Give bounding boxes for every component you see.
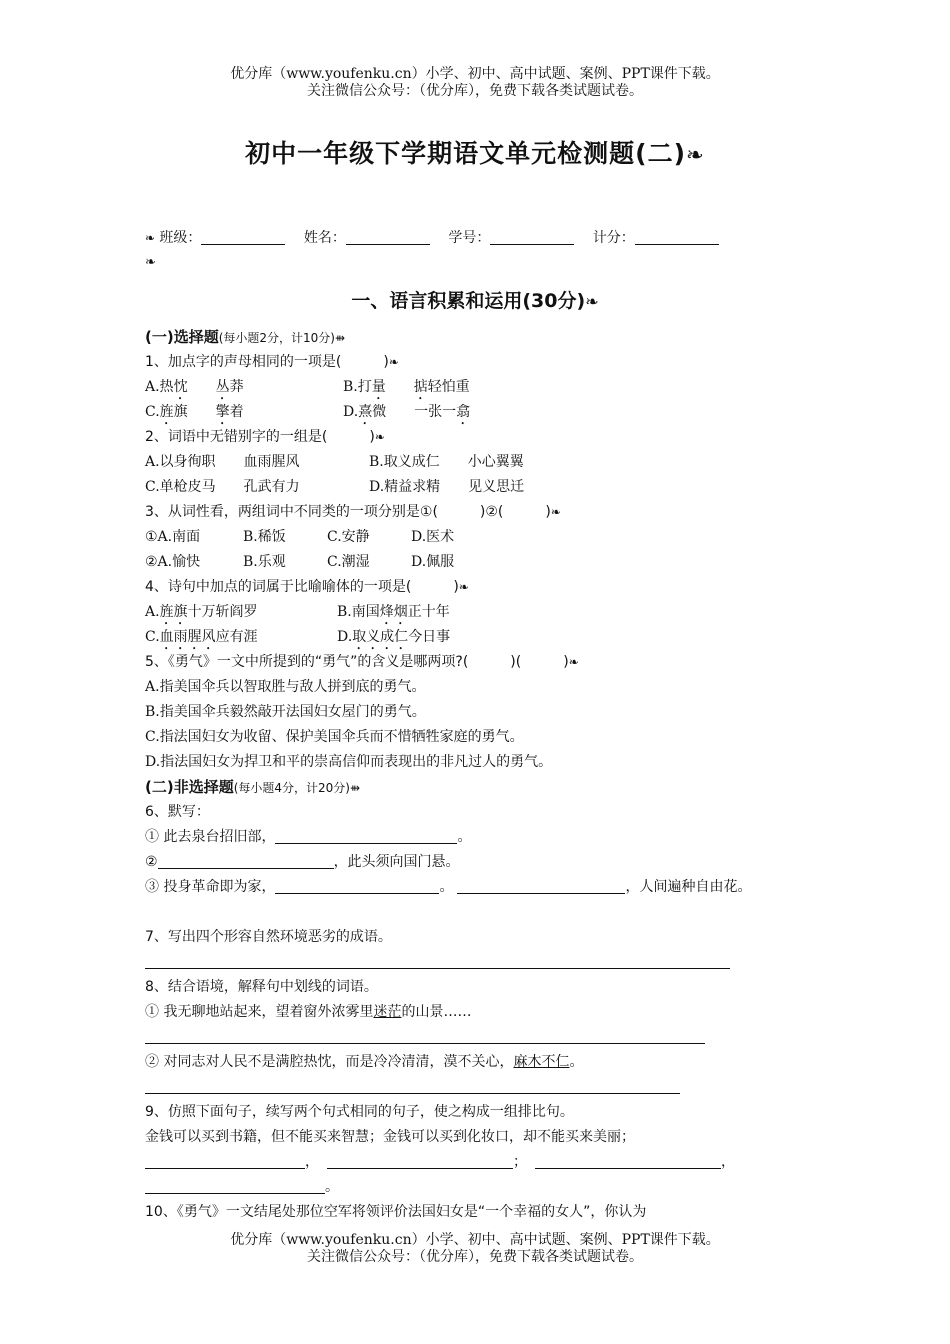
part-1-heading	[145, 325, 810, 350]
option-d[interactable]: D.医术	[411, 529, 455, 545]
option-c[interactable]: C.指法国妇女为收留、保护美国伞兵而不惜牺牲家庭的勇气。	[145, 729, 524, 745]
option-d[interactable]: D.熹微 一张一翕	[343, 404, 471, 420]
ornament-icon: ❧	[458, 580, 469, 594]
question-4-options-row-1	[145, 600, 810, 625]
question-3-group-1	[145, 525, 810, 550]
name-label: 姓名：	[303, 230, 346, 246]
footer-line-2: 关注微信公众号：（优分库），免费下载各类试题试卷。	[307, 1249, 643, 1265]
answer-line[interactable]	[145, 1075, 810, 1100]
part-2-heading	[145, 775, 810, 800]
option-c[interactable]: C.旌旗 擎着	[145, 404, 244, 420]
ornament-icon: ❧	[374, 430, 385, 444]
option-a[interactable]: A.旌旗十万斩阎罗	[145, 604, 258, 620]
question-10-stem: 10、《勇气》一文结尾处那位空军将领评价法国妇女是“一个幸福的女人”，你认为	[145, 1204, 647, 1220]
option-c[interactable]: C.潮湿	[327, 554, 370, 570]
question-1-options-row-1	[145, 375, 810, 400]
question-9-answer-row: ， ； ，	[145, 1150, 810, 1175]
part-1-title: (一)选择题	[145, 328, 219, 346]
option-a[interactable]: A.以身徇职 血雨腥风	[145, 454, 300, 470]
score-blank[interactable]	[635, 230, 719, 245]
option-d[interactable]: D.取义成仁今日事	[337, 629, 451, 645]
question-3-group-2	[145, 550, 810, 575]
question-6-stem: 6、默写：	[145, 804, 210, 820]
option-a[interactable]: ①A.南面	[145, 529, 201, 545]
option-a[interactable]: A.指美国伞兵以智取胜与敌人拼到底的勇气。	[145, 679, 426, 695]
name-blank[interactable]	[346, 230, 430, 245]
ornament-icon: ❧	[388, 355, 399, 369]
option-d[interactable]: D.指法国妇女为捍卫和平的崇高信仰而表现出的非凡过人的勇气。	[145, 754, 553, 770]
question-8-stem: 8、结合语境，解释句中划线的词语。	[145, 979, 378, 995]
mark-icon: ⇻	[350, 781, 361, 795]
answer-blank[interactable]	[535, 1154, 721, 1169]
option-d[interactable]: D.精益求精 见义思迁	[369, 479, 525, 495]
option-b[interactable]: B.乐观	[243, 554, 286, 570]
option-b[interactable]: B.打量 掂轻怕重	[343, 379, 470, 395]
student-info-row	[145, 227, 805, 247]
option-d[interactable]: D.佩服	[411, 554, 455, 570]
answer-blank[interactable]	[275, 879, 439, 894]
student-id-blank[interactable]	[490, 230, 574, 245]
question-7-stem: 7、写出四个形容自然环境恶劣的成语。	[145, 929, 392, 945]
answer-blank[interactable]	[275, 829, 457, 844]
page-header	[0, 66, 950, 100]
option-c[interactable]: C.安静	[327, 529, 370, 545]
header-line-2: 关注微信公众号：（优分库），免费下载各类试题试卷。	[307, 83, 643, 99]
option-c[interactable]: C.血雨腥风应有涯	[145, 629, 258, 645]
answer-blank[interactable]	[457, 879, 625, 894]
answer-blank[interactable]	[145, 1179, 325, 1194]
answer-blank[interactable]	[145, 1154, 305, 1169]
question-2-stem: 2、词语中无错别字的一组是( )❧	[145, 429, 385, 445]
class-blank[interactable]	[201, 230, 285, 245]
ornament-icon: ❧	[550, 505, 561, 519]
question-4-stem: 4、诗句中加点的词属于比喻喻体的一项是( )❧	[145, 579, 469, 595]
student-id-label: 学号：	[448, 230, 491, 246]
question-6-line-3: ③ 投身革命即为家， 。 ，人间遍种自由花。	[145, 879, 752, 895]
ornament-icon: ❧	[568, 655, 579, 669]
question-5-stem: 5、《勇气》一文中所提到的“勇气”的含义是哪两项?( )( )❧	[145, 654, 579, 670]
section-1-title	[0, 286, 950, 313]
question-8-sentence-1: ① 我无聊地站起来，望着窗外浓雾里迷茫的山景……	[145, 1004, 472, 1020]
header-line-1: 优分库（www.youfenku.cn）小学、初中、高中试题、案例、PPT课件下载。	[230, 66, 720, 82]
question-1-stem: 1、加点字的声母相同的一项是( )❧	[145, 354, 399, 370]
question-9-example: 金钱可以买到书籍，但不能买来智慧；金钱可以买到化妆口，却不能买来美丽；	[145, 1129, 635, 1145]
answer-blank[interactable]	[327, 1154, 513, 1169]
option-a[interactable]: ②A.愉快	[145, 554, 201, 570]
exam-content	[145, 325, 810, 1225]
student-id-field	[448, 227, 574, 247]
answer-line[interactable]	[145, 950, 810, 975]
answer-line[interactable]	[145, 1025, 810, 1050]
question-6-line-2: ② ，此头须向国门悬。	[145, 854, 460, 870]
question-6-line-1: ① 此去泉台招旧部， 。	[145, 829, 472, 845]
ornament-icon: ❧	[145, 255, 156, 270]
part-2-note: (每小题4分，计20分)	[233, 781, 350, 795]
document-title	[0, 134, 950, 170]
option-b[interactable]: B.取义成仁 小心翼翼	[369, 454, 524, 470]
footer-line-1: 优分库（www.youfenku.cn）小学、初中、高中试题、案例、PPT课件下载。	[230, 1232, 720, 1248]
score-label: 计分：	[592, 230, 635, 246]
part-1-note: (每小题2分，计10分)	[218, 331, 335, 345]
ornament-icon: ❧	[686, 143, 705, 168]
answer-blank[interactable]	[158, 854, 334, 869]
question-2-options-row-2	[145, 475, 810, 500]
ornament-icon: ❧	[145, 231, 155, 245]
option-a[interactable]: A.热忱 丛莽	[145, 379, 244, 395]
question-3-stem: 3、从词性看，两组词中不同类的一项分别是①( )②( )❧	[145, 504, 561, 520]
class-label: 班级：	[159, 230, 202, 246]
question-2-options-row-1	[145, 450, 810, 475]
question-8-sentence-2: ② 对同志对人民不是满腔热忱，而是冷冷清清，漠不关心，麻木不仁。	[145, 1054, 584, 1070]
question-1-options-row-2	[145, 400, 810, 425]
underlined-word: 迷茫	[373, 1004, 402, 1020]
name-field	[304, 227, 430, 247]
title-text: 初中一年级下学期语文单元检测题(二)	[245, 139, 687, 168]
ornament-icon: ❧	[585, 292, 599, 311]
question-9-stem: 9、仿照下面句子，续写两个句式相同的句子，使之构成一组排比句。	[145, 1104, 574, 1120]
option-b[interactable]: B.指美国伞兵毅然敲开法国妇女屋门的勇气。	[145, 704, 426, 720]
section-1-title-text: 一、语言积累和运用(30分)	[351, 290, 586, 312]
question-4-options-row-2	[145, 625, 810, 650]
option-b[interactable]: B.南国烽烟正十年	[337, 604, 450, 620]
score-field	[593, 227, 719, 247]
class-field	[159, 227, 285, 247]
page-footer	[0, 1232, 950, 1266]
question-9-answer-row-2: 。	[145, 1175, 810, 1200]
option-c[interactable]: C.单枪皮马 孔武有力	[145, 479, 300, 495]
option-b[interactable]: B.稀饭	[243, 529, 286, 545]
underlined-word: 麻木不仁	[513, 1054, 570, 1070]
mark-icon: ⇻	[335, 331, 346, 345]
part-2-title: (二)非选择题	[145, 778, 234, 796]
